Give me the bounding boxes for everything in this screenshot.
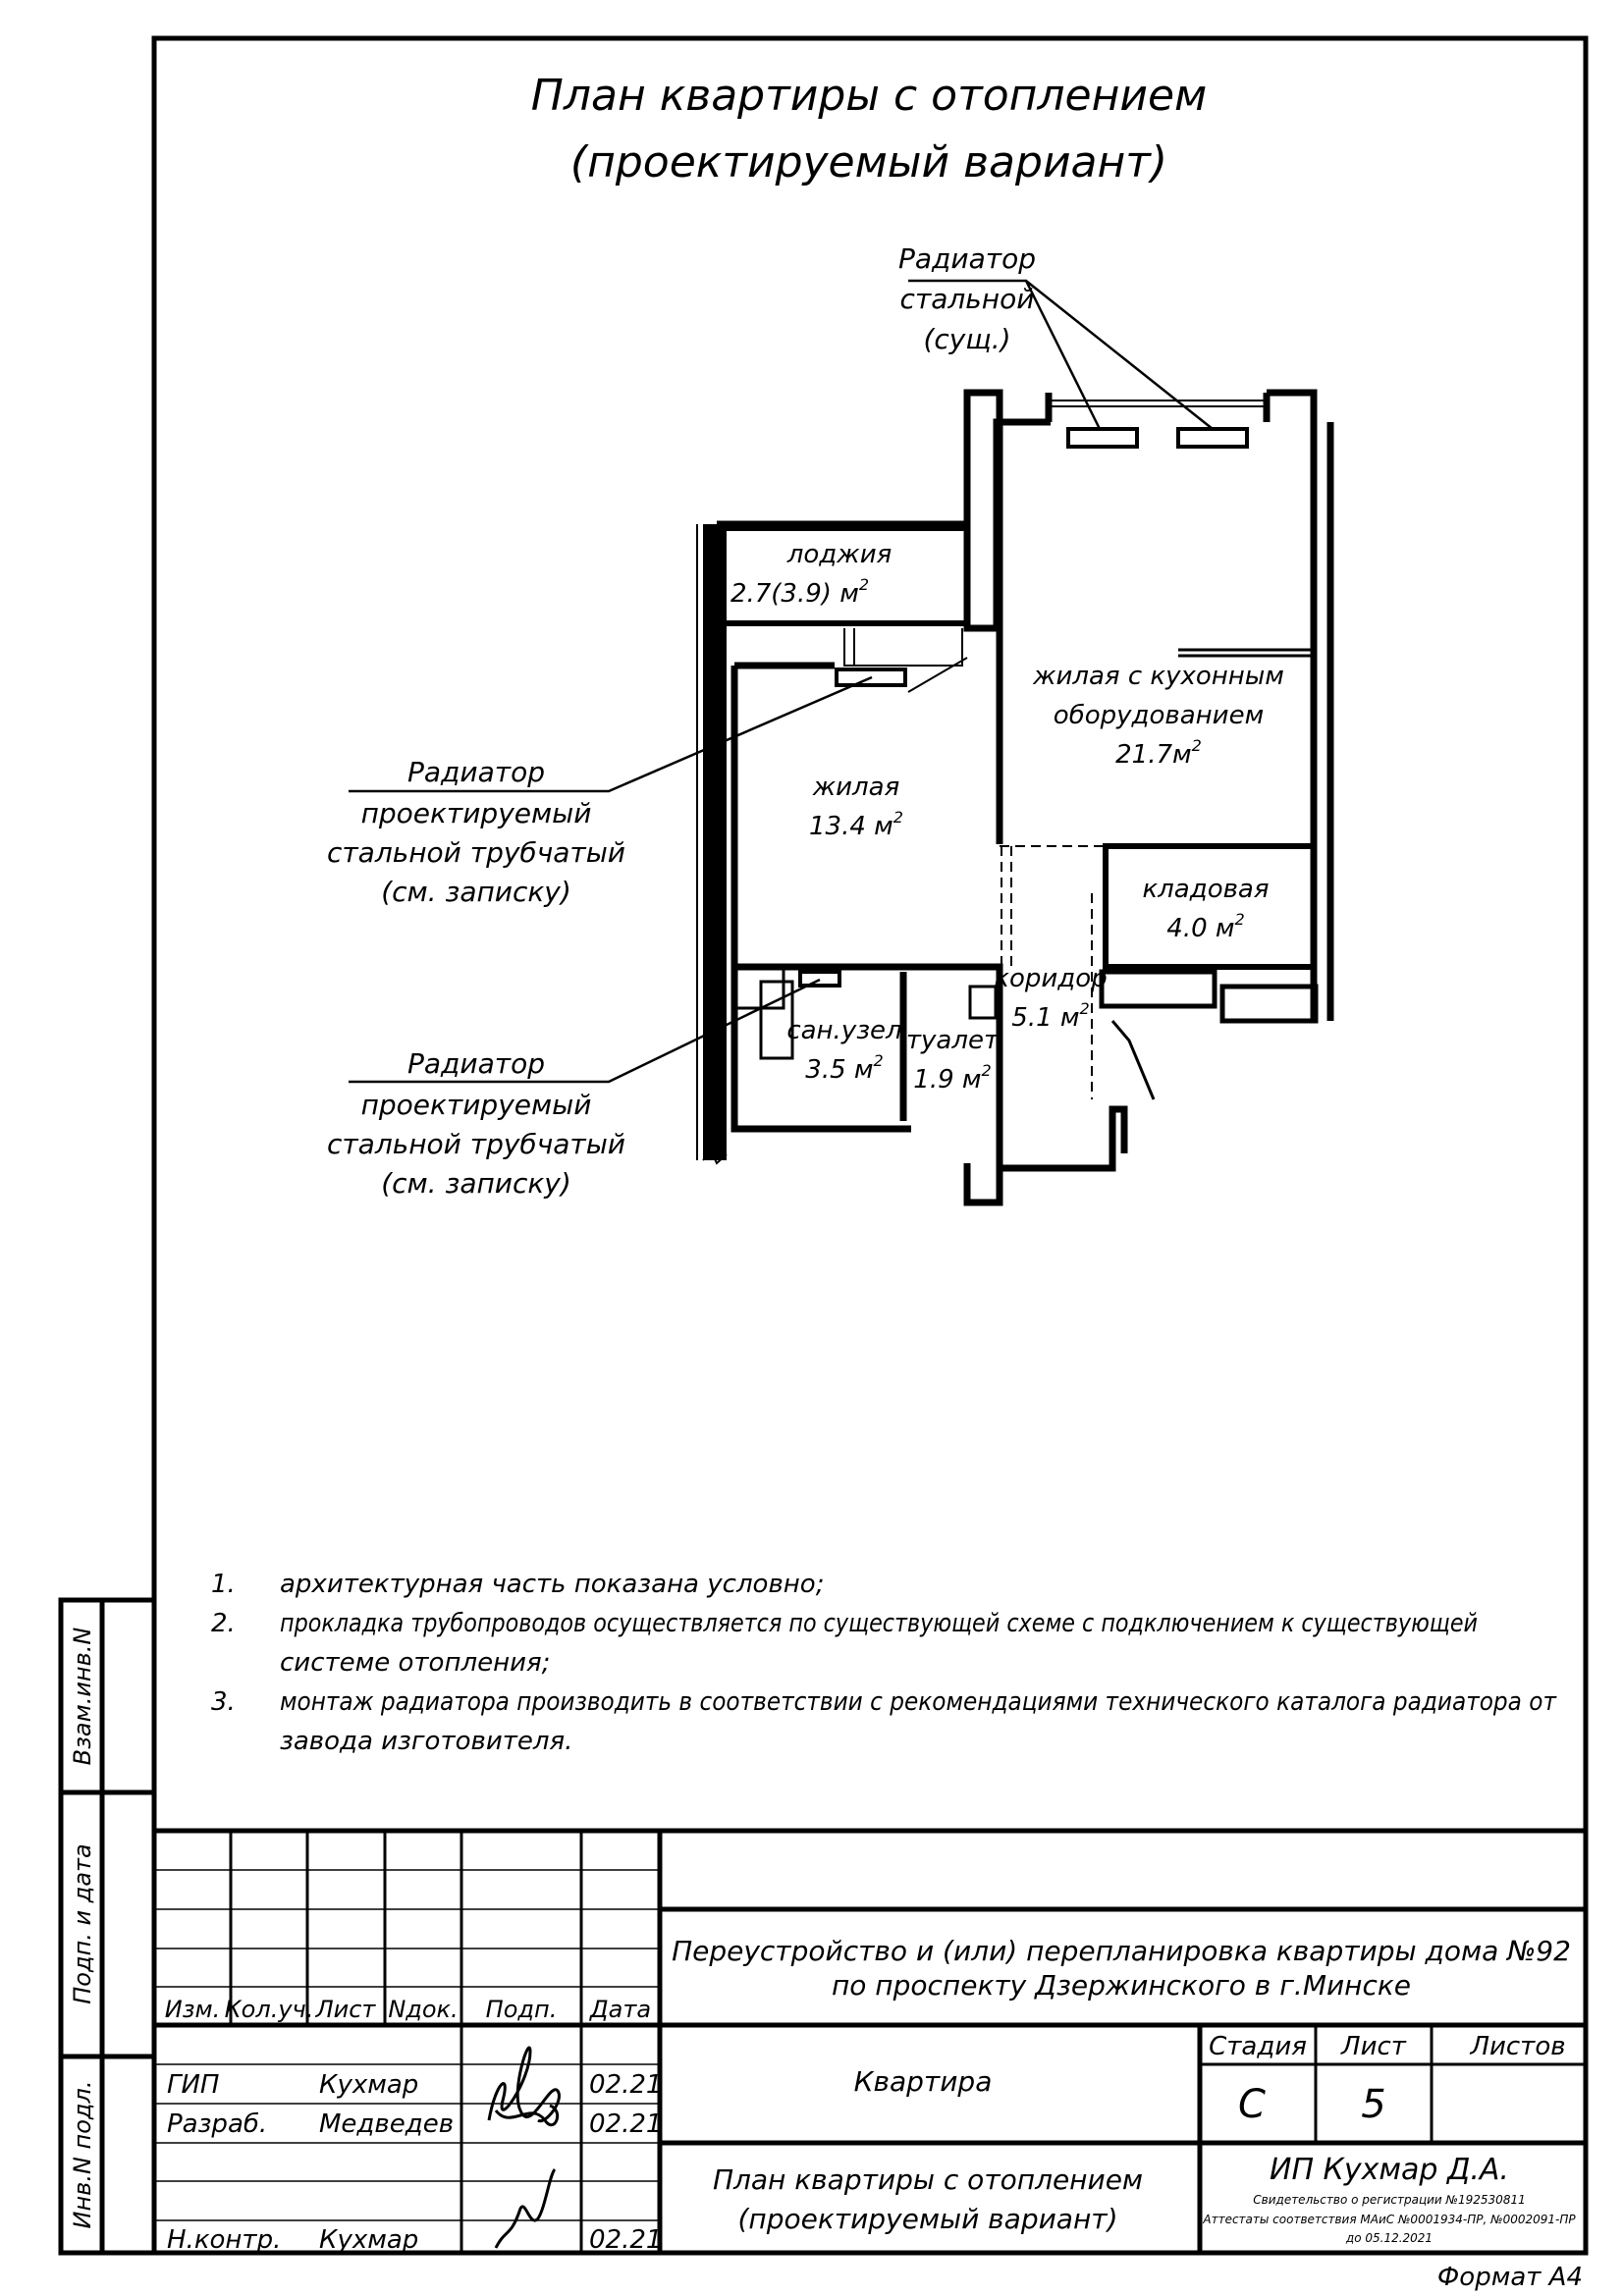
tb-row1-role: ГИП xyxy=(167,2070,220,2100)
tb-cert-line3: до 05.12.2021 xyxy=(1345,2231,1434,2245)
room-living-area: 13.4 $м^2$ xyxy=(809,808,903,841)
callout-new1-line3: стальной трубчатый xyxy=(326,836,626,869)
room-kitchen-line1: жилая с кухонным xyxy=(1033,662,1284,691)
callout-new1-line4: (см. записку) xyxy=(381,876,571,908)
room-toilet-name: туалет xyxy=(905,1026,1000,1055)
radiator-new-2 xyxy=(800,972,839,986)
room-loggia-name: лоджия xyxy=(786,540,893,569)
room-bathroom-area: 3.5 $м^2$ xyxy=(805,1051,884,1085)
tb-row2-role: Разраб. xyxy=(167,2109,268,2139)
notes xyxy=(211,1570,1557,1756)
tb-project-line1: Переустройство и (или) перепланировка квартиры дома №92 xyxy=(672,1935,1571,1967)
callout-new2-line4: (см. записку) xyxy=(381,1167,571,1200)
tb-header-data: Дата xyxy=(589,1996,652,2023)
side-stamp-vzam: Взам.инв.N xyxy=(69,1627,96,1766)
radiator-existing-1 xyxy=(1068,429,1137,447)
signature-1 xyxy=(489,2048,559,2121)
toilet-fixture xyxy=(970,987,996,1018)
tb-sheet-value: 5 xyxy=(1361,2082,1386,2127)
note-3-line1: монтаж радиатора производить в соответствии с рекомендациями технического каталога радиатора от xyxy=(280,1687,1557,1717)
callout-new2-line2: проектируемый xyxy=(360,1089,592,1121)
entry-wall xyxy=(1112,1021,1154,1099)
room-corridor-name: коридор xyxy=(994,964,1108,993)
tb-sheet-label: Лист xyxy=(1341,2032,1406,2061)
plan-wall xyxy=(1178,650,1314,656)
tb-row2-name: Медведев xyxy=(319,2109,455,2139)
plan-wall xyxy=(844,628,962,666)
drawing-title-line2: (проектируемый вариант) xyxy=(569,137,1168,187)
tb-header-ndok: Nдок. xyxy=(388,1996,459,2023)
note-1-num: 1. xyxy=(211,1570,236,1599)
room-storage-area: 4.0 $м^2$ xyxy=(1166,910,1245,943)
tb-object-name: Квартира xyxy=(853,2065,993,2098)
side-stamp-podp: Подп. и дата xyxy=(69,1843,96,2004)
tb-header-podp: Подп. xyxy=(485,1996,558,2023)
tb-stage-value: С xyxy=(1238,2082,1266,2127)
tb-company: ИП Кухмар Д.А. xyxy=(1270,2153,1509,2187)
callout-existing-line2: стальной xyxy=(899,283,1035,315)
tb-drawing-line2: (проектируемый вариант) xyxy=(737,2203,1118,2235)
callout-new1-line1: Радиатор xyxy=(407,756,545,788)
tb-header-koluch: Кол.уч. xyxy=(224,1996,314,2023)
callout-existing-line1: Радиатор xyxy=(898,242,1036,275)
title-block xyxy=(154,1831,1586,2255)
room-bathroom-name: сан.узел xyxy=(786,1016,902,1045)
tb-sheets-label: Листов xyxy=(1470,2032,1566,2061)
note-3-line2: завода изготовителя. xyxy=(280,1727,573,1756)
radiator-existing-2 xyxy=(1178,429,1247,447)
room-loggia-area: 2.7(3.9) $м^2$ xyxy=(730,575,869,609)
side-stamp xyxy=(61,1600,154,2253)
tb-row1-date: 02.21 xyxy=(589,2070,663,2100)
room-toilet-area: 1.9 $м^2$ xyxy=(913,1061,992,1095)
tb-header-list: Лист xyxy=(315,1996,376,2023)
room-corridor-area: 5.1 $м^2$ xyxy=(1011,999,1090,1033)
note-2-num: 2. xyxy=(211,1609,236,1638)
drawing-title-line1: План квартиры с отоплением xyxy=(530,71,1208,121)
tb-row1-name: Кухмар xyxy=(319,2070,419,2100)
floor-plan xyxy=(697,393,1330,1202)
callout-existing-line3: (сущ.) xyxy=(923,323,1011,355)
tb-row2-date: 02.21 xyxy=(589,2109,663,2139)
room-living-name: жилая xyxy=(812,773,900,802)
room-kitchen-line2: оборудованием xyxy=(1053,701,1265,730)
storage-shelf xyxy=(1222,987,1316,1021)
tb-row3-role: Н.контр. xyxy=(167,2225,282,2255)
window-line xyxy=(1051,400,1267,406)
format-label: Формат А4 xyxy=(1436,2263,1583,2292)
side-stamp-inv: Инв.N подл. xyxy=(69,2080,96,2229)
note-2-line2: системе отопления; xyxy=(280,1648,551,1678)
loggia-wall xyxy=(703,524,727,1160)
tb-stage-label: Стадия xyxy=(1209,2032,1307,2061)
callout-new2-line1: Радиатор xyxy=(407,1047,545,1080)
door-swing xyxy=(908,658,967,692)
callout-new2-line3: стальной трубчатый xyxy=(326,1128,626,1160)
tb-project-line2: по проспекту Дзержинского в г.Минске xyxy=(831,1969,1412,2002)
tb-row3-name: Кухмар xyxy=(319,2225,419,2255)
tb-drawing-line1: План квартиры с отоплением xyxy=(712,2163,1144,2196)
callout-new1-line2: проектируемый xyxy=(360,797,592,829)
storage-shelf xyxy=(1102,972,1215,1006)
storage-room xyxy=(1106,846,1314,967)
room-storage-name: кладовая xyxy=(1142,875,1270,904)
plan-wall xyxy=(967,1163,1000,1202)
tb-header-izm: Изм. xyxy=(164,1996,221,2023)
note-2-line1: прокладка трубопроводов осуществляется по существующей схеме с подключением к существующей xyxy=(280,1609,1478,1638)
room-kitchen-area: $21.7м^2$ xyxy=(1115,736,1202,770)
note-1-line1: архитектурная часть показана условно; xyxy=(280,1570,825,1599)
tb-cert-line2: Аттестаты соответствия МАиС №0001934-ПР, №0002091-ПР xyxy=(1203,2213,1576,2226)
tb-cert-line1: Свидетельство о регистрации №192530811 xyxy=(1253,2193,1526,2207)
note-3-num: 3. xyxy=(211,1687,236,1717)
bath-fixture xyxy=(734,969,784,1008)
tb-row3-date: 02.21 xyxy=(589,2225,663,2255)
